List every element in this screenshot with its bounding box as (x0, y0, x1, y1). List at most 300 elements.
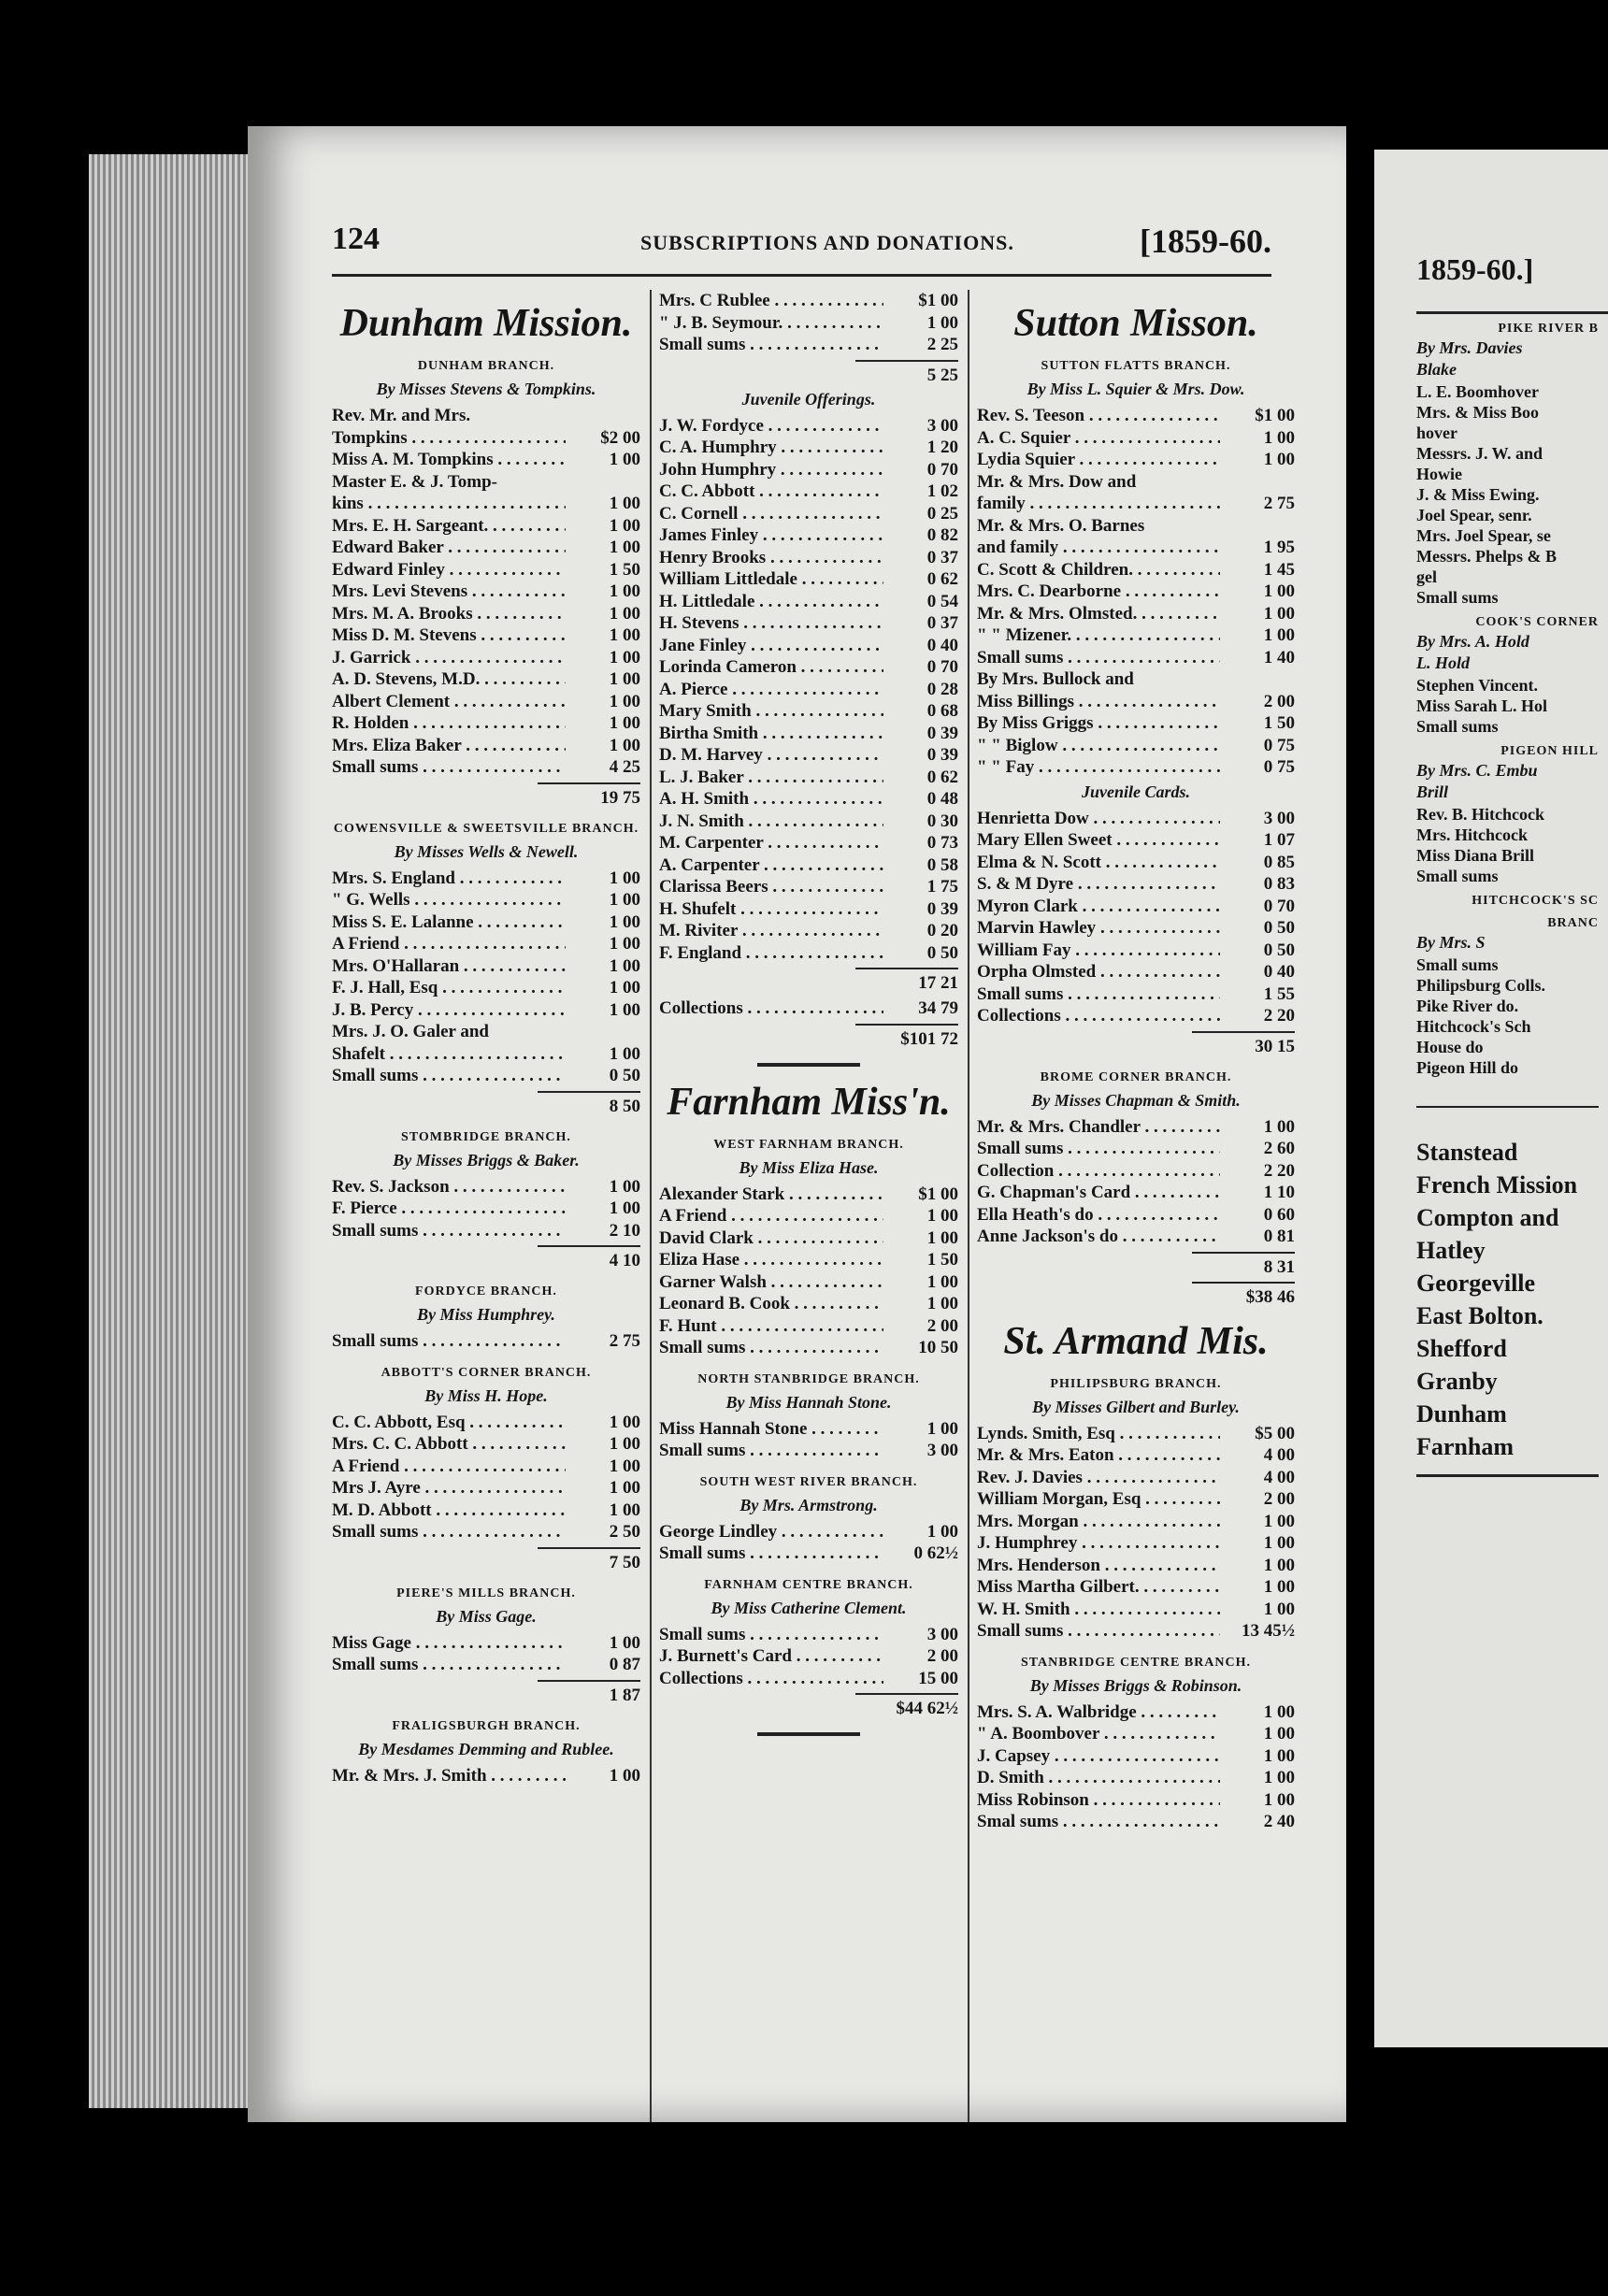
section-title: Juvenile Cards. (1081, 782, 1190, 801)
right-page-line: Joel Spear, senr. (1416, 506, 1532, 524)
entry-row (332, 427, 640, 450)
entry-row (977, 603, 1295, 625)
entry-name: Jane Finley . . . (659, 635, 883, 657)
section-title: Juvenile Offerings. (741, 389, 876, 409)
entry-name: " " Fay . . . (977, 756, 1220, 779)
column-3 (977, 290, 1295, 1833)
entry-name: James Finley . . . (659, 524, 883, 547)
entry-row (977, 1723, 1295, 1745)
entry-row (977, 1488, 1295, 1511)
left-page (248, 126, 1346, 2122)
right-page-line: L. Hold (1416, 653, 1470, 672)
entry-row (332, 1220, 640, 1242)
entry-amount: 3 00 (926, 1624, 958, 1644)
right-page-line: Miss Sarah L. Hol (1416, 696, 1548, 715)
entry-name: Rev. S. Jackson . . . (332, 1176, 566, 1198)
entry-row (659, 1624, 958, 1646)
entry-name: A Friend . . . (332, 1456, 566, 1478)
entry-name: Smal sums . . . (977, 1811, 1220, 1833)
entry-row (977, 493, 1295, 515)
entry-row (977, 405, 1295, 427)
right-page-summary-line: Dunham (1416, 1400, 1507, 1428)
entry-row (659, 612, 958, 635)
entry-row (332, 471, 640, 494)
entry-amount: 1 00 (926, 312, 958, 333)
entry-amount: 1 00 (1263, 1533, 1295, 1553)
entry-row (332, 1765, 640, 1787)
right-page-line: Brill (1416, 782, 1449, 801)
branch-title: ABBOTT'S CORNER BRANCH. (380, 1365, 592, 1380)
entry-name: H. Shufelt . . . (659, 898, 883, 921)
entry-amount: 1 00 (609, 999, 640, 1020)
entry-amount: 1 00 (609, 1456, 640, 1476)
entry-amount: 0 40 (926, 635, 958, 655)
entry-name: Leonard B. Cook . . . (659, 1293, 883, 1315)
right-page-line: hover (1416, 423, 1457, 442)
branch-total (977, 1252, 1295, 1278)
entry-amount: 1 95 (1263, 538, 1295, 557)
entry-amount: 13 45½ (1242, 1621, 1295, 1641)
branch-title: FARNHAM CENTRE BRANCH. (704, 1577, 913, 1592)
entry-amount: 2 60 (1263, 1139, 1295, 1158)
entry-row (659, 415, 958, 438)
entry-row (977, 756, 1295, 779)
right-page-line: By Mrs. C. Embu (1416, 761, 1538, 780)
entry-name: Eliza Hase . . . (659, 1249, 883, 1271)
branch-total (332, 782, 640, 809)
entry-amount: 1 00 (609, 538, 640, 557)
right-page-summary-line: French Mission (1416, 1171, 1578, 1198)
entry-name: Mrs. Levi Stevens . . . (332, 581, 566, 603)
right-page-line: Small sums (1416, 867, 1499, 885)
entry-amount: 1 50 (609, 559, 640, 580)
entry-row (332, 1521, 640, 1543)
entry-row (659, 437, 958, 459)
entry-amount: 1 00 (609, 713, 640, 733)
entry-amount: 2 40 (1263, 1812, 1295, 1831)
entry-row (977, 515, 1295, 538)
right-page-entries (1407, 322, 1608, 1078)
right-page-line: Pike River do. (1416, 997, 1519, 1015)
entry-amount: 1 00 (926, 1227, 958, 1248)
entry-amount (1220, 471, 1295, 494)
entry-amount: 2 00 (926, 1646, 958, 1666)
entry-name: Mrs. E. H. Sargeant. . . . (332, 515, 566, 538)
branch-collector: By Misses Gilbert and Burley. (1032, 1397, 1240, 1416)
branch-total (659, 968, 958, 994)
entry-name: family . . . (977, 493, 1220, 515)
entry-amount: 1 02 (926, 481, 958, 501)
entry-name: Master E. & J. Tomp- (332, 471, 497, 492)
entry-name: Small sums . . . (332, 1654, 566, 1676)
branch-collector: By Miss Hannah Stone. (725, 1392, 892, 1412)
page-title: SUBSCRIPTIONS AND DONATIONS. (640, 231, 1014, 254)
entry-row (332, 515, 640, 538)
entry-amount: 0 81 (1263, 1227, 1295, 1246)
entry-row (659, 876, 958, 898)
entry-name: F. Pierce . . . (332, 1198, 566, 1220)
entry-name: Mrs. Henderson . . . (977, 1555, 1220, 1577)
entry-name: Henrietta Dow . . . (977, 808, 1220, 830)
branch-collector: By Miss Humphrey. (417, 1305, 555, 1324)
entry-row (659, 1645, 958, 1668)
entry-amount (1220, 668, 1295, 691)
right-page-line: Messrs. J. W. and (1416, 444, 1543, 463)
right-page-line: Howie (1416, 465, 1462, 483)
entry-row (659, 700, 958, 723)
entry-name: Mr. & Mrs. J. Smith . . . (332, 1765, 566, 1787)
entry-row (659, 1293, 958, 1315)
entry-amount: 2 20 (1263, 1006, 1295, 1026)
total-amount: $38 46 (1192, 1282, 1295, 1308)
entry-name: J. Garrick . . . (332, 647, 566, 669)
branch-title: NORTH STANBRIDGE BRANCH. (697, 1371, 920, 1386)
entry-amount: 0 68 (926, 701, 958, 721)
entry-amount: 1 07 (1263, 830, 1295, 850)
branch-collector: By Miss Eliza Hase. (739, 1157, 879, 1177)
entry-name: Birtha Smith . . . (659, 723, 883, 745)
entry-amount: 1 00 (609, 934, 640, 954)
entry-amount: 0 20 (926, 921, 958, 940)
entry-row (977, 873, 1295, 896)
entry-amount: 1 50 (926, 1250, 958, 1270)
entry-amount: 1 00 (1263, 625, 1295, 645)
branch-total (977, 1282, 1295, 1308)
mission-title: Dunham Mission. (339, 302, 633, 345)
entry-name: A. Pierce . . . (659, 679, 883, 701)
column-1 (332, 290, 640, 1787)
right-page-line: Pigeon Hill do (1416, 1058, 1519, 1077)
branch-title: STANBRIDGE CENTRE BRANCH. (1020, 1655, 1252, 1670)
entry-row (977, 1444, 1295, 1467)
right-page-line: Small sums (1416, 717, 1499, 736)
entry-amount: 1 00 (926, 1271, 958, 1292)
entry-name: C. C. Abbott . . . (659, 481, 883, 503)
entry-row (659, 854, 958, 877)
entry-row (332, 537, 640, 559)
entry-name: M. Carpenter . . . (659, 832, 883, 854)
entry-amount: $1 00 (918, 291, 958, 310)
entry-amount: 1 00 (1263, 450, 1295, 469)
total-amount: 8 31 (1192, 1252, 1295, 1278)
entry-row (977, 1204, 1295, 1227)
entry-row (659, 679, 958, 701)
right-page-line: Mrs. Hitchcock (1416, 825, 1528, 844)
entry-amount: 1 00 (1263, 427, 1295, 448)
entry-row (332, 1021, 640, 1043)
header-rule (332, 274, 1271, 277)
entry-row (332, 1654, 640, 1676)
entry-name: Small sums . . . (332, 1330, 566, 1353)
entry-name: Mr. & Mrs. Eaton . . . (977, 1444, 1220, 1467)
entry-amount: 2 50 (609, 1522, 640, 1542)
entry-name: Miss D. M. Stevens . . . (332, 624, 566, 647)
section-separator (757, 1732, 860, 1736)
entry-amount: 1 75 (926, 877, 958, 897)
entry-amount: 0 50 (926, 942, 958, 963)
total-amount: 7 50 (538, 1547, 640, 1573)
entry-name: Collections . . . (659, 1668, 883, 1690)
entry-row (659, 290, 958, 312)
entry-row (332, 581, 640, 603)
entry-row (332, 449, 640, 471)
branch-title: PHILIPSBURG BRANCH. (1050, 1376, 1222, 1391)
entry-row (977, 1138, 1295, 1160)
entry-row (659, 1418, 958, 1441)
entry-row (977, 712, 1295, 735)
entry-name: By Mrs. Bullock and (977, 669, 1134, 689)
entry-name: " A. Boombover . . . (977, 1723, 1220, 1745)
entry-name: Small sums . . . (659, 1624, 883, 1646)
entry-amount: 0 62½ (913, 1543, 958, 1563)
entry-row (659, 942, 958, 965)
entry-name: Mrs. Morgan . . . (977, 1511, 1220, 1533)
entry-amount: 1 00 (609, 1434, 640, 1454)
entry-amount: 2 00 (1263, 691, 1295, 711)
entry-name: William Morgan, Esq . . . (977, 1488, 1220, 1511)
entry-name: Elma & N. Scott . . . (977, 852, 1220, 874)
entry-row (977, 449, 1295, 471)
entry-row (977, 1745, 1295, 1768)
entry-name: Mr. & Mrs. Olmsted. . . . (977, 603, 1220, 625)
right-page-line: By Mrs. A. Hold (1416, 632, 1529, 651)
branch-collector: By Miss Gage. (436, 1606, 537, 1626)
entry-amount: 0 73 (926, 833, 958, 853)
entry-amount: 0 87 (609, 1655, 640, 1674)
right-page-summary-line: Shefford (1416, 1335, 1507, 1362)
entry-amount: 1 00 (609, 1765, 640, 1786)
entry-name: A. D. Stevens, M.D. . . . (332, 668, 566, 691)
entry-amount: 0 39 (926, 898, 958, 919)
entry-name: J. Humphrey . . . (977, 1532, 1220, 1555)
entry-amount: 1 00 (609, 978, 640, 997)
right-page-line: HITCHCOCK'S SC (1472, 894, 1599, 908)
entry-name: Mrs. J. O. Galer and (332, 1022, 490, 1041)
entry-name: Lorinda Cameron . . . (659, 656, 883, 679)
entry-name: William Littledale . . . (659, 568, 883, 591)
entry-row (332, 1477, 640, 1500)
entry-amount: 3 00 (926, 415, 958, 436)
entry-row (977, 427, 1295, 450)
entry-row (977, 852, 1295, 874)
entry-name: Rev. S. Teeson . . . (977, 405, 1220, 427)
branch-collector: By Miss Catherine Clement. (711, 1598, 907, 1617)
entry-row (659, 547, 958, 569)
entry-name: C. Cornell . . . (659, 503, 883, 525)
entry-row (659, 1668, 958, 1690)
mission-title: Sutton Misson. (1013, 302, 1258, 345)
entry-amount: 1 00 (609, 890, 640, 910)
entry-amount: 0 62 (926, 767, 958, 787)
entry-row (332, 911, 640, 934)
entry-amount: 2 20 (1263, 1160, 1295, 1181)
entry-name: A. C. Squier . . . (977, 427, 1220, 450)
entry-name: Mr. & Mrs. O. Barnes (977, 515, 1145, 536)
right-page-line: Rev. B. Hitchcock (1416, 805, 1544, 824)
entry-name: J. W. Fordyce . . . (659, 415, 883, 438)
column-divider (650, 290, 652, 2122)
entry-name: R. Holden . . . (332, 712, 566, 735)
entry-row (977, 1576, 1295, 1599)
branch-total (659, 1693, 958, 1719)
entry-name: Shafelt . . . (332, 1043, 566, 1066)
entry-row (659, 524, 958, 547)
total-amount: $44 62½ (855, 1693, 958, 1719)
right-page-summary-line: Compton and (1416, 1204, 1559, 1231)
entry-name: " J. B. Seymour. . . . (659, 312, 883, 335)
right-page-line: Messrs. Phelps & B (1416, 547, 1557, 566)
branch-title: BROME CORNER BRANCH. (1040, 1069, 1232, 1084)
total-amount: 19 75 (538, 782, 640, 809)
entry-name: Miss Billings . . . (977, 691, 1220, 713)
entry-row (659, 997, 958, 1020)
entry-row (332, 889, 640, 911)
entry-amount: 2 00 (926, 1315, 958, 1336)
entry-amount: 34 79 (918, 998, 958, 1018)
entry-row (977, 1811, 1295, 1833)
entry-amount: 1 00 (1263, 1116, 1295, 1137)
section-separator (757, 1063, 860, 1067)
entry-row (659, 656, 958, 679)
entry-name: Albert Clement . . . (332, 691, 566, 713)
total-amount: 1 87 (538, 1680, 640, 1706)
entry-name: " " Mizener. . . . (977, 624, 1220, 647)
branch-title: COWENSVILLE & SWEETSVILLE BRANCH. (333, 821, 639, 836)
entry-amount: 1 00 (1263, 1701, 1295, 1722)
entry-amount: 1 00 (609, 669, 640, 689)
entry-amount: 2 75 (609, 1331, 640, 1351)
branch-title: WEST FARNHAM BRANCH. (713, 1137, 904, 1152)
entry-row (977, 1116, 1295, 1139)
right-page-summary-line: Granby (1416, 1368, 1498, 1395)
entry-amount: $2 00 (600, 427, 640, 448)
entry-row (659, 1440, 958, 1462)
entry-name: Lynds. Smith, Esq . . . (977, 1423, 1220, 1445)
entry-amount: 1 00 (926, 1294, 958, 1313)
entry-name: G. Chapman's Card . . . (977, 1182, 1220, 1204)
entry-amount: 1 00 (609, 1478, 640, 1498)
entry-amount: 1 00 (609, 1500, 640, 1520)
entry-row (977, 1467, 1295, 1489)
entry-name: Mrs. O'Hallaran . . . (332, 955, 566, 978)
entry-amount: 2 00 (1263, 1489, 1295, 1509)
entry-name: Small sums . . . (332, 1220, 566, 1242)
entry-row (977, 961, 1295, 983)
entry-amount: 0 50 (1263, 918, 1295, 938)
entry-amount: 1 00 (609, 955, 640, 976)
branch-total (332, 1245, 640, 1271)
entry-row (977, 1620, 1295, 1643)
entry-name: Mrs. S. England . . . (332, 868, 566, 890)
entry-row (977, 691, 1295, 713)
entry-row (659, 1337, 958, 1359)
entry-row (977, 1160, 1295, 1183)
entry-name: W. H. Smith . . . (977, 1599, 1220, 1621)
entry-row (977, 624, 1295, 647)
entry-row (977, 471, 1295, 494)
entry-name: A Friend . . . (659, 1205, 883, 1227)
entry-row (977, 668, 1295, 691)
entry-name: By Miss Griggs . . . (977, 712, 1220, 735)
right-page-summary (1407, 1136, 1608, 1463)
entry-amount: 1 00 (926, 1206, 958, 1226)
entry-row (659, 591, 958, 613)
branch-collector: By Misses Chapman & Smith. (1031, 1090, 1241, 1110)
right-page-line: Hitchcock's Sch (1416, 1017, 1531, 1036)
entry-name: Mary Ellen Sweet . . . (977, 829, 1220, 852)
entry-row (332, 1456, 640, 1478)
entry-name: D. M. Harvey . . . (659, 744, 883, 767)
entry-name: D. Smith . . . (977, 1767, 1220, 1789)
entry-amount: 1 00 (609, 581, 640, 601)
entry-name: Edward Finley . . . (332, 559, 566, 581)
entry-name: Small sums . . . (332, 1521, 566, 1543)
entry-amount: 3 00 (926, 1441, 958, 1460)
entry-name: " " Biglow . . . (977, 735, 1220, 757)
entry-name: F. England . . . (659, 942, 883, 965)
entry-name: Miss Gage . . . (332, 1632, 566, 1655)
entry-row (977, 896, 1295, 918)
entry-name: George Lindley . . . (659, 1521, 883, 1543)
entry-row (659, 832, 958, 854)
entry-name: Mr. & Mrs. Dow and (977, 471, 1137, 492)
entry-name: Small sums . . . (977, 1138, 1220, 1160)
right-page-line: gel (1416, 567, 1437, 586)
entry-amount: 0 54 (926, 591, 958, 611)
branch-collector: By Misses Briggs & Baker. (393, 1150, 580, 1170)
entry-name: H. Stevens . . . (659, 612, 883, 635)
entry-name: Small sums . . . (977, 647, 1220, 669)
entry-amount: 1 00 (926, 1521, 958, 1542)
entry-name: Myron Clark . . . (977, 896, 1220, 918)
total-amount: $101 72 (855, 1024, 958, 1050)
entry-amount: 1 00 (926, 1418, 958, 1439)
mission-title: Farnham Miss'n. (667, 1080, 951, 1124)
entry-row (332, 1632, 640, 1655)
entry-name: Edward Baker . . . (332, 537, 566, 559)
entry-name: Mrs J. Ayre . . . (332, 1477, 566, 1500)
entry-name: William Fay . . . (977, 940, 1220, 962)
entry-amount: 0 70 (926, 657, 958, 677)
entry-name: Mr. & Mrs. Chandler . . . (977, 1116, 1220, 1139)
branch-collector: By Misses Stevens & Tompkins. (376, 380, 596, 398)
entry-name: A. H. Smith . . . (659, 788, 883, 811)
entry-name: Collections . . . (659, 997, 883, 1020)
entry-amount: 1 00 (609, 691, 640, 711)
entry-row (977, 1423, 1295, 1445)
entry-amount: 2 25 (926, 335, 958, 354)
branch-total (332, 1091, 640, 1117)
entry-name: David Clark . . . (659, 1227, 883, 1250)
entry-row (977, 1005, 1295, 1027)
entry-row (659, 1543, 958, 1565)
entry-row (977, 1789, 1295, 1812)
branch-total (332, 1680, 640, 1706)
entry-name: C. A. Humphry . . . (659, 437, 883, 459)
entry-row (332, 647, 640, 669)
entry-amount: 1 00 (609, 450, 640, 469)
entry-amount: 0 83 (1263, 874, 1295, 894)
entry-row (659, 920, 958, 942)
entry-amount: 0 28 (926, 679, 958, 699)
total-amount: 17 21 (855, 968, 958, 994)
entry-name: and family . . . (977, 537, 1220, 559)
branch-collector: By Mrs. Armstrong. (739, 1495, 878, 1514)
entry-row (659, 481, 958, 503)
entry-row (977, 581, 1295, 603)
branch-collector: By Misses Briggs & Robinson. (1029, 1675, 1242, 1695)
entry-amount: 3 00 (1263, 808, 1295, 828)
